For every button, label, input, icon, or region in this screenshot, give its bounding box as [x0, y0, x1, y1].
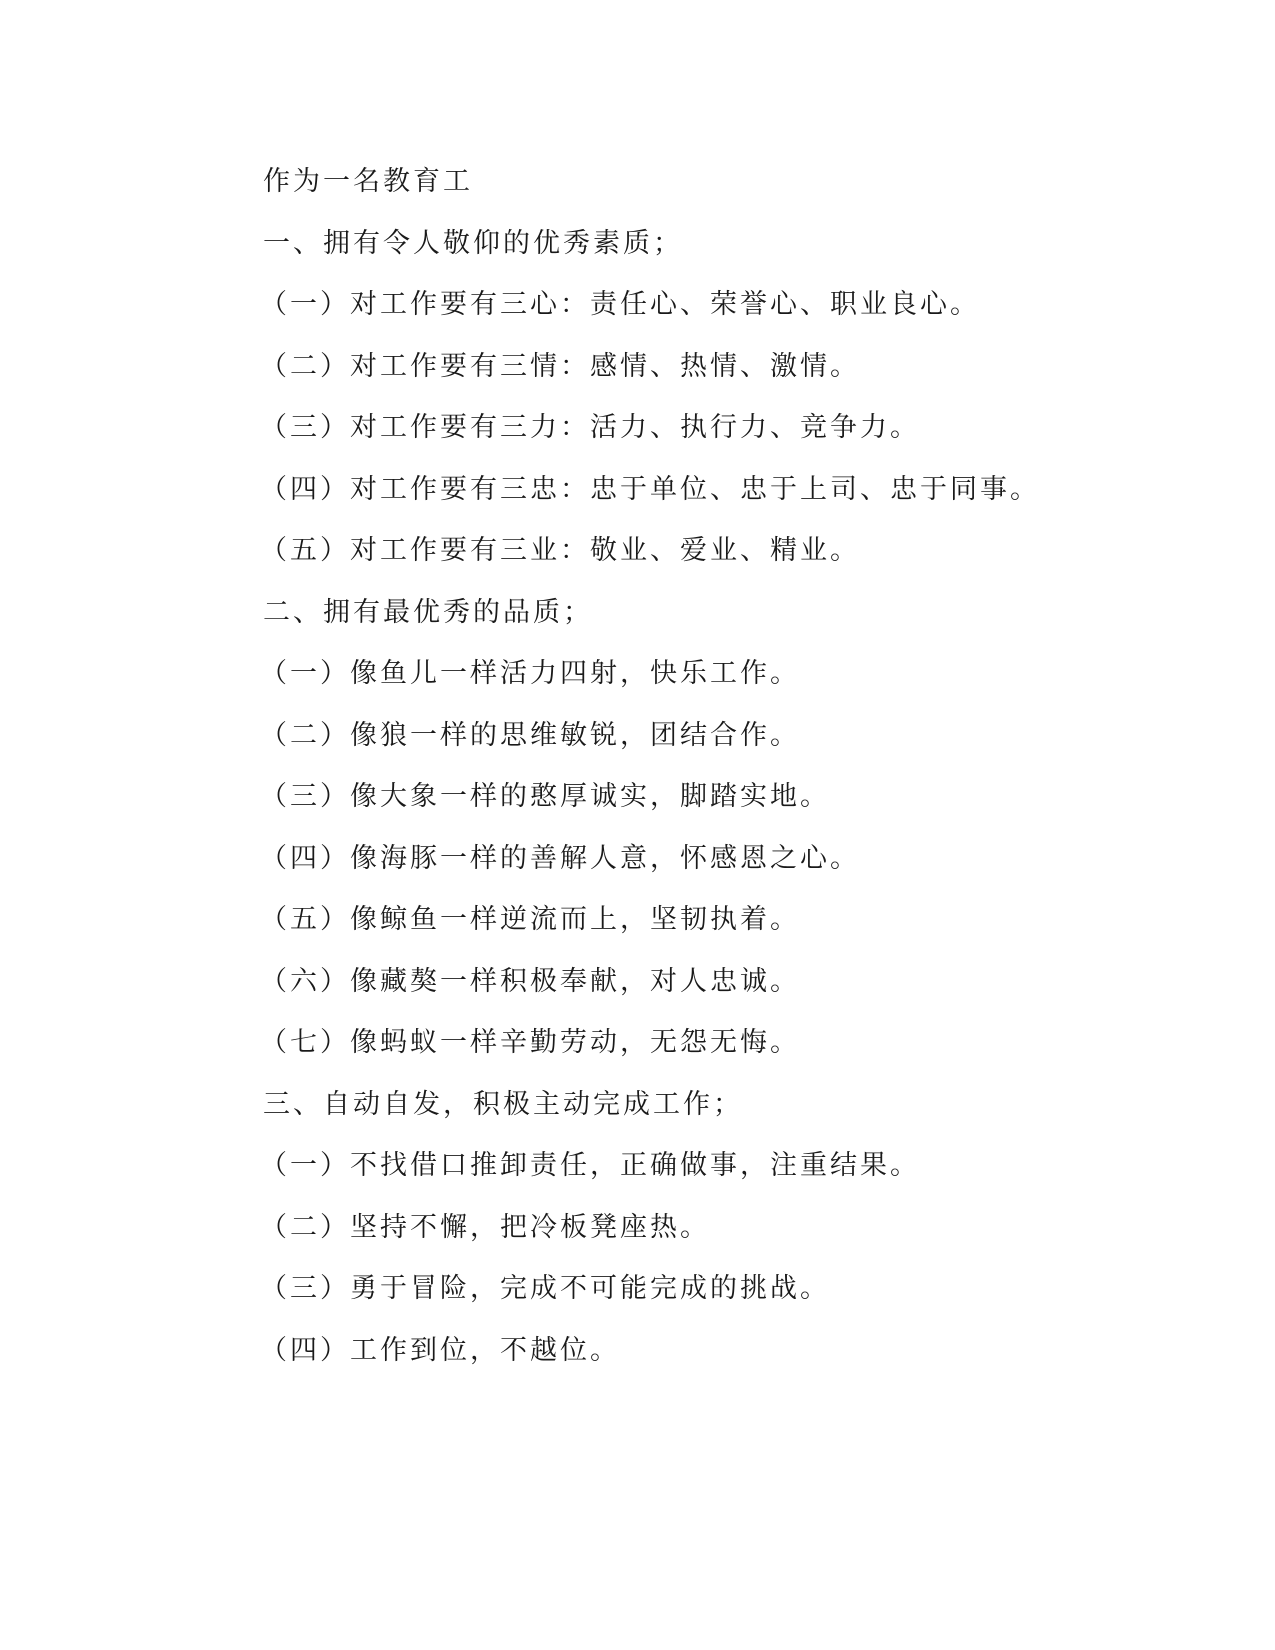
list-item: （六）像藏獒一样积极奉献，对人忠诚。: [260, 965, 800, 997]
section-heading-2: 二、拥有最优秀的品质；: [263, 596, 593, 628]
list-item: （三）勇于冒险，完成不可能完成的挑战。: [260, 1273, 830, 1304]
list-item: （三）对工作要有三力：活力、执行力、竞争力。: [260, 412, 920, 443]
list-item: （七）像蚂蚁一样辛勤劳动，无怨无悔。: [260, 1027, 800, 1058]
list-item: （二）对工作要有三情：感情、热情、激情。: [260, 350, 860, 382]
list-item: （五）对工作要有三业：敬业、爱业、精业。: [260, 535, 860, 566]
section-heading-3: 三、自动自发，积极主动完成工作；: [263, 1088, 743, 1120]
list-item: （二）坚持不懈，把冷板凳座热。: [260, 1211, 710, 1243]
document-body: [260, 162, 1043, 1392]
list-item: （四）工作到位，不越位。: [260, 1334, 620, 1366]
list-item: （四）对工作要有三忠：忠于单位、忠于上司、忠于同事。: [260, 473, 1040, 505]
list-item: （四）像海豚一样的善解人意，怀感恩之心。: [260, 842, 860, 874]
list-item: （一）对工作要有三心：责任心、荣誉心、职业良心。: [260, 289, 980, 320]
document-title: 作为一名教育工: [263, 166, 473, 197]
list-item: （三）像大象一样的憨厚诚实，脚踏实地。: [260, 781, 830, 812]
list-item: （一）不找借口推卸责任，正确做事，注重结果。: [260, 1150, 920, 1181]
list-item: （一）像鱼儿一样活力四射，快乐工作。: [260, 658, 800, 689]
list-item: （二）像狼一样的思维敏锐，团结合作。: [260, 719, 800, 751]
list-item: （五）像鲸鱼一样逆流而上，坚韧执着。: [260, 904, 800, 935]
section-heading-1: 一、拥有令人敬仰的优秀素质；: [263, 227, 683, 259]
